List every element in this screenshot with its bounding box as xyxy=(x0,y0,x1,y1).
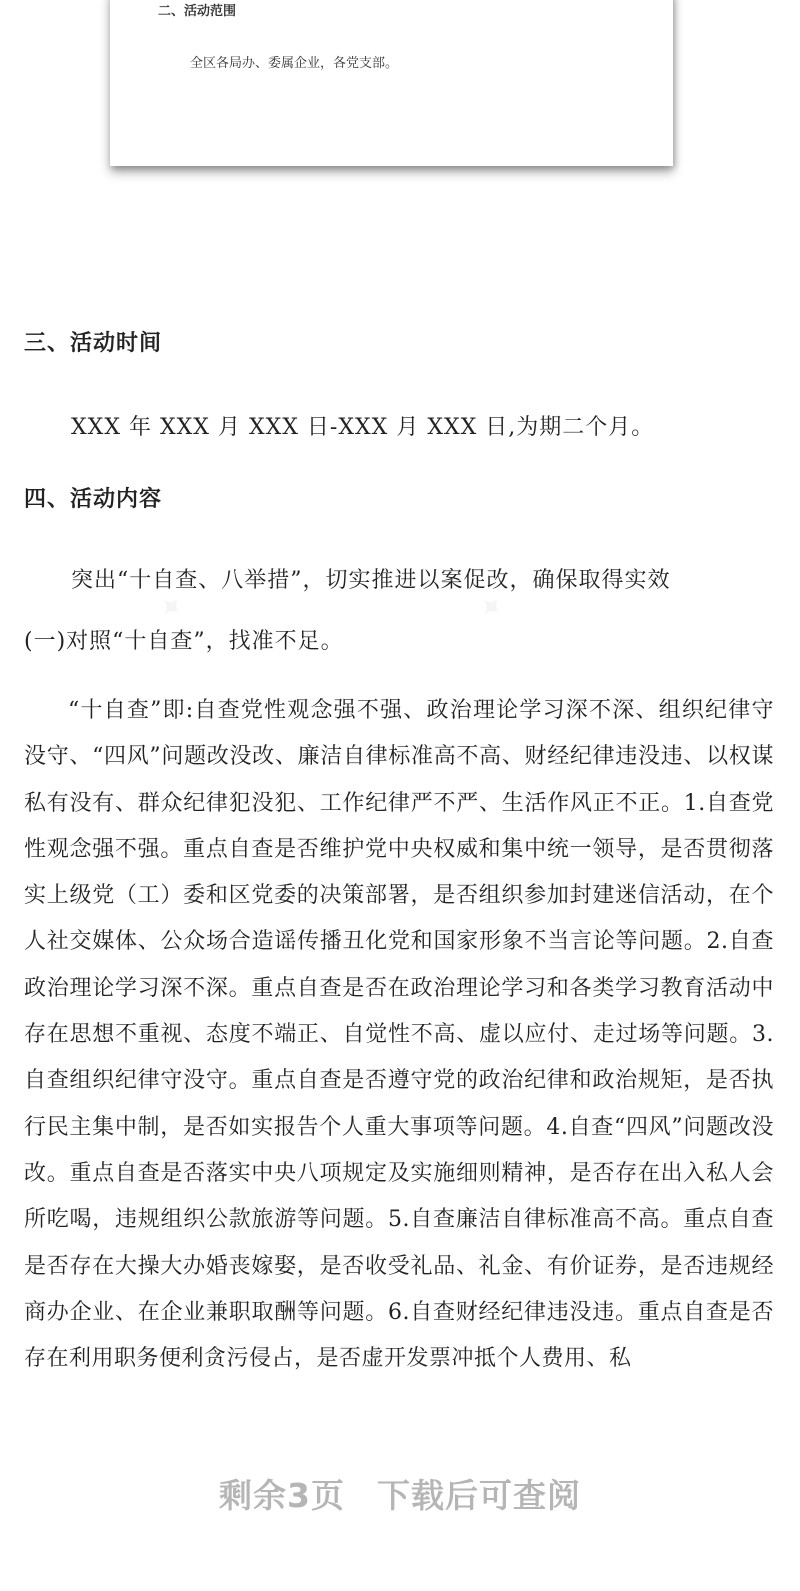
section3-heading: 三、活动时间 xyxy=(24,331,163,356)
preview-body: 全区各局办、委属企业，各党支部。 xyxy=(190,56,399,71)
section4-sub1: (一)对照“十自查”，找准不足。 xyxy=(24,629,344,654)
section4-paragraph: “十自查”即:自查党性观念强不强、政治理论学习深不深、组织纪律守没守、“四风”问题改没改、廉洁自律标准高不高、财经纪律违没违、以权谋私有没有、群众纪律犯没犯、工作纪律严不严、生活作风正不正。1.自查党性观念强不强。重点自查是否维护党中央权威和集中统一领导，是否贯彻落实上级党（工）委和区党委的决策部署，是否组织参加封建迷信活动，在个人社交媒体、公众场合造谣传播丑化党和国家形象不当言论等问题。2.自查政治理论学习深不深。重点自查是否在政治理论学习和各类学习教育活动中存在思想不重视、态度不端正、自觉性不高、虚以应付、走过场等问题。3.自查组织纪律守没守。重点自查是否遵守党的政治纪律和政治规矩，是否执行民主集中制，是否如实报告个人重大事项等问题。4.自查“四风”问题改没改。重点自查是否落实中央八项规定及实施细则精神，是否存在出入私人会所吃喝，违规组织公款旅游等问题。5.自查廉洁自律标准高不高。重点自查是否存在大操大办婚丧嫁娶，是否收受礼品、礼金、有价证券，是否违规经商办企业、在企业兼职取酬等问题。6.自查财经纪律违没违。重点自查是否存在利用职务便利贪污侵占，是否虚开发票冲抵个人费用、私 xyxy=(24,698,774,1372)
download-to-view-label: 下载后可查阅 xyxy=(376,1476,581,1515)
remaining-pages-label: 剩余3页 xyxy=(219,1476,345,1515)
preview-heading: 二、活动范围 xyxy=(158,4,237,19)
section3-text: XXX 年 XXX 月 XXX 日-XXX 月 XXX 日,为期二个月。 xyxy=(71,415,655,440)
page-preview xyxy=(110,0,673,166)
watermark: ✦ xyxy=(151,586,195,629)
section4-heading: 四、活动内容 xyxy=(24,487,163,512)
section4-intro: 突出“十自查、八举措”，切实推进以案促改，确保取得实效 xyxy=(71,568,671,593)
watermark: ✦ xyxy=(471,586,515,629)
download-prompt[interactable] xyxy=(0,1470,800,1517)
